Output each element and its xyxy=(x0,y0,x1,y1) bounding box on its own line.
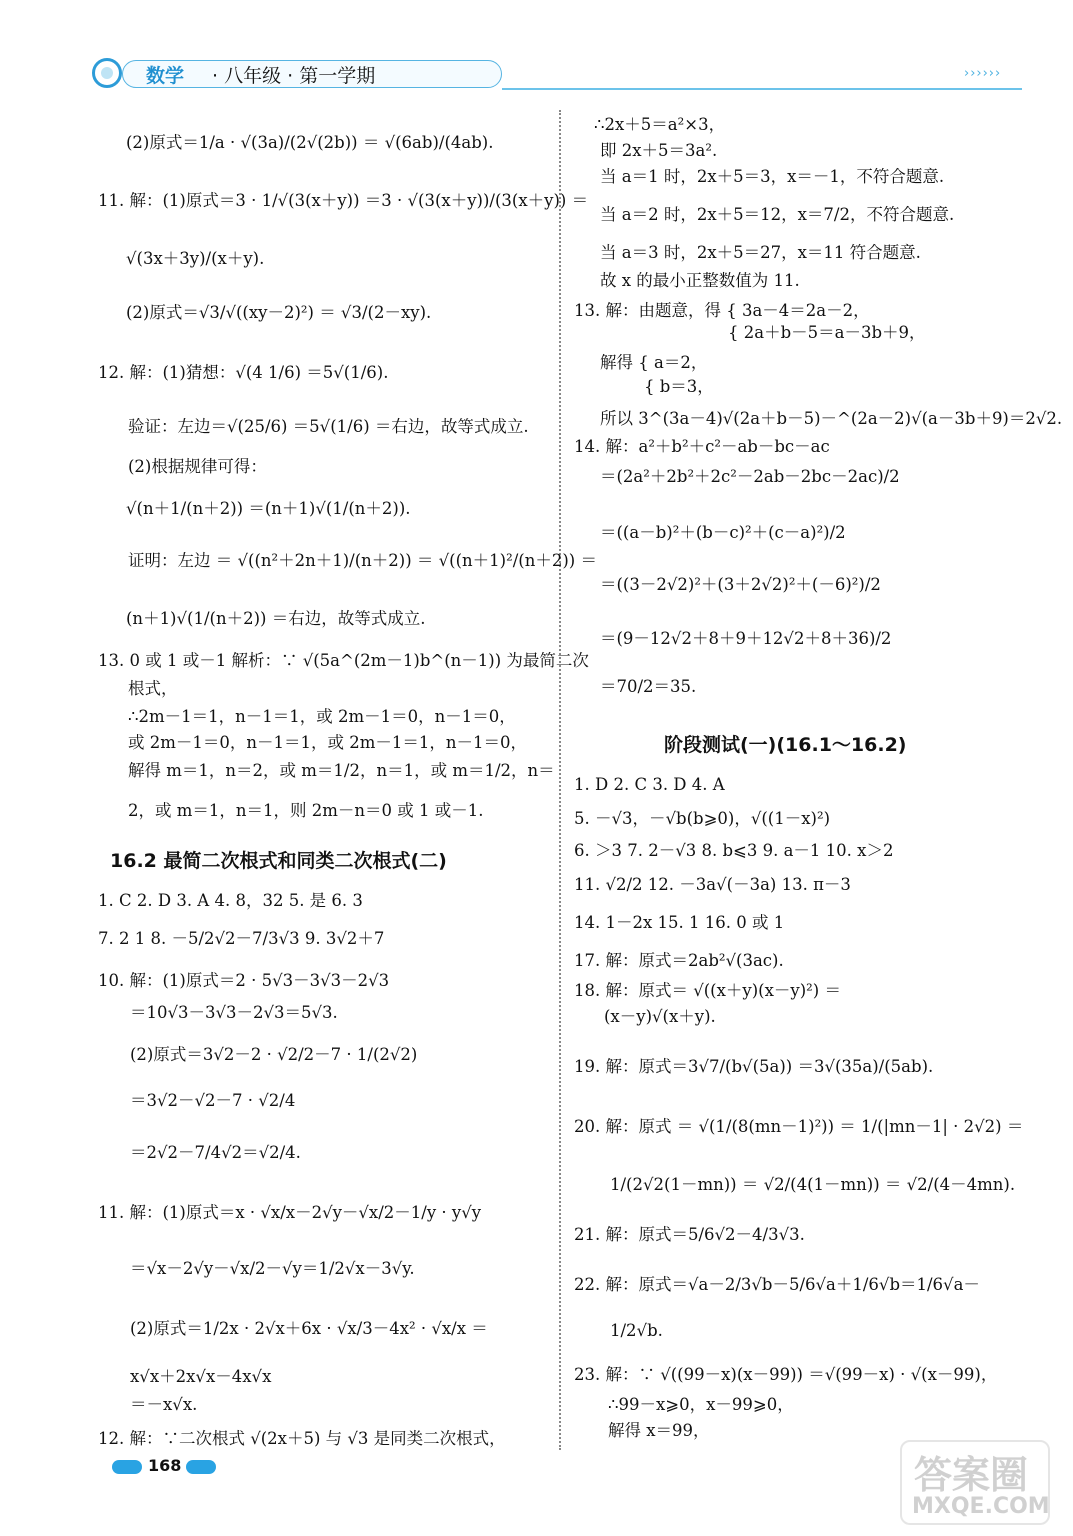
footer-pill-icon xyxy=(186,1460,216,1474)
answer-line: 14. 解：a²＋b²＋c²－ab－bc－ac xyxy=(574,437,830,456)
answer-line: 1. C 2. D 3. A 4. 8，32 5. 是 6. 3 xyxy=(98,891,363,910)
answer-line: √(n＋1/(n＋2)) ＝(n＋1)√(1/(n＋2)). xyxy=(126,499,411,518)
answer-line: { 2a＋b－5＝a－3b＋9， xyxy=(728,323,926,342)
answer-line: ＝10√3－3√3－2√3＝5√3. xyxy=(130,1003,338,1022)
answer-line: 17. 解：原式＝2ab²√(3ac). xyxy=(574,951,784,970)
answer-line: 7. 2 1 8. －5/2√2－7/3√3 9. 3√2＋7 xyxy=(98,929,385,948)
answer-line: 所以 3^(3a－4)√(2a＋b－5)－^(2a－2)√(a－3b＋9)＝2√2. xyxy=(600,409,1063,428)
answer-line: (2)原式＝1/2x · 2√x＋6x · √x/3－4x² · √x/x ＝ xyxy=(130,1319,488,1338)
answer-line: { b＝3， xyxy=(644,377,714,396)
column-divider xyxy=(559,110,561,1450)
answer-line: ∴2m－1＝1，n－1＝1，或 2m－1＝0，n－1＝0， xyxy=(128,707,516,726)
answer-line: 13. 解：由题意，得 { 3a－4＝2a－2， xyxy=(574,301,870,320)
answer-line: (x－y)√(x＋y). xyxy=(604,1007,716,1026)
answer-line: (n＋1)√(1/(n＋2)) ＝右边，故等式成立. xyxy=(126,609,426,628)
answer-line: ＝((a－b)²＋(b－c)²＋(c－a)²)/2 xyxy=(600,523,846,542)
answer-line: 当 a＝1 时，2x＋5＝3，x＝－1，不符合题意. xyxy=(600,167,945,186)
answer-line: 12. 解：(1)猜想：√(4 1/6) ＝5√(1/6). xyxy=(98,363,389,382)
answer-line: ＝√x－2√y－√x/2－√y＝1/2√x－3√y. xyxy=(130,1259,415,1278)
answer-line: 12. 解：∵二次根式 √(2x＋5) 与 √3 是同类二次根式， xyxy=(98,1429,506,1448)
answer-line: 1/2√b. xyxy=(610,1321,663,1340)
watermark-url: MXQE.COM xyxy=(912,1494,1050,1519)
answer-line: 11. 解：(1)原式＝x · √x/x－2√y－√x/2－1/y · y√y xyxy=(98,1203,482,1222)
answer-line: 18. 解：原式＝ √((x＋y)(x－y)²) ＝ xyxy=(574,981,841,1000)
answer-line: ∴99－x⩾0，x－99⩾0， xyxy=(608,1395,794,1414)
answer-line: 当 a＝2 时，2x＋5＝12，x＝7/2，不符合题意. xyxy=(600,205,955,224)
page-number: 168 xyxy=(148,1456,182,1475)
section-title: 16.2 最简二次根式和同类二次根式(二) xyxy=(110,850,447,872)
answer-line: 根式， xyxy=(128,679,178,698)
answer-line: ＝(2a²＋2b²＋2c²－2ab－2bc－2ac)/2 xyxy=(600,467,900,486)
answer-line: 13. 0 或 1 或－1 解析：∵ √(5a^(2m－1)b^(n－1)) 为最简二次 xyxy=(98,651,589,670)
answer-line: 22. 解：原式＝√a－2/3√b－5/6√a＋1/6√b＝1/6√a－ xyxy=(574,1275,980,1294)
answer-line: 故 x 的最小正整数值为 11. xyxy=(600,271,800,290)
section-title: 阶段测试(一)(16.1～16.2) xyxy=(664,734,907,756)
header-arrows-icon: ›››››› xyxy=(964,66,1002,81)
answer-line: 解得 m＝1，n＝2，或 m＝1/2，n＝1，或 m＝1/2，n＝ xyxy=(128,761,555,780)
answer-line: 5. －√3，－√b(b⩾0)，√((1－x)²) xyxy=(574,809,831,828)
answer-line: (2)根据规律可得： xyxy=(128,457,267,476)
answer-line: 14. 1－2x 15. 1 16. 0 或 1 xyxy=(574,913,785,932)
answer-line: 20. 解：原式 ＝ √(1/(8(mn－1)²)) ＝ 1/(|mn－1| · 2√2) ＝ xyxy=(574,1117,1024,1136)
answer-line: ＝(9－12√2＋8＋9＋12√2＋8＋36)/2 xyxy=(600,629,892,648)
header-rule xyxy=(502,88,1022,90)
answer-line: 10. 解：(1)原式＝2 · 5√3－3√3－2√3 xyxy=(98,971,390,990)
answer-line: 当 a＝3 时，2x＋5＝27，x＝11 符合题意. xyxy=(600,243,921,262)
answer-line: (2)原式＝3√2－2 · √2/2－7 · 1/(2√2) xyxy=(130,1045,418,1064)
answer-line: ＝3√2－√2－7 · √2/4 xyxy=(130,1091,296,1110)
footer-pill-icon xyxy=(112,1460,142,1474)
answer-line: 解得 { a＝2， xyxy=(600,353,708,372)
answer-line: √(3x＋3y)/(x＋y). xyxy=(126,249,265,268)
answer-line: 6. ＞3 7. 2－√3 8. b⩽3 9. a－1 10. x＞2 xyxy=(574,841,894,860)
answer-line: ＝70/2＝35. xyxy=(600,677,697,696)
watermark xyxy=(900,1440,1050,1525)
answer-line: (2)原式＝√3/√((xy－2)²) ＝ √3/(2－xy). xyxy=(126,303,432,322)
answer-line: 11. 解：(1)原式＝3 · 1/√(3(x＋y)) ＝3 · √(3(x＋y))/(3(x＋y)) ＝ xyxy=(98,191,589,210)
answer-line: (2)原式＝1/a · √(3a)/(2√(2b)) ＝ √(6ab)/(4ab). xyxy=(126,133,494,152)
answer-line: 19. 解：原式＝3√7/(b√(5a)) ＝3√(35a)/(5ab). xyxy=(574,1057,934,1076)
answer-line: 1/(2√2(1－mn)) ＝ √2/(4(1－mn)) ＝ √2/(4－4mn). xyxy=(610,1175,1016,1194)
header-title: · 八年级 · 第一学期 xyxy=(212,65,376,87)
answer-line: 11. √2/2 12. －3a√(－3a) 13. π－3 xyxy=(574,875,851,894)
answer-line: 21. 解：原式＝5/6√2－4/3√3. xyxy=(574,1225,805,1244)
answer-line: 23. 解：∵ √((99－x)(x－99)) ＝√(99－x) · √(x－99)， xyxy=(574,1365,998,1384)
answer-line: 2，或 m＝1，n＝1，则 2m－n＝0 或 1 或－1. xyxy=(128,801,484,820)
answer-line: 或 2m－1＝0，n－1＝1，或 2m－1＝1，n－1＝0， xyxy=(128,733,528,752)
answer-line: ＝－x√x. xyxy=(130,1395,198,1414)
answer-line: 证明：左边 ＝ √((n²＋2n＋1)/(n＋2)) ＝ √((n＋1)²/(n＋2)) ＝ xyxy=(128,551,597,570)
answer-line: ＝2√2－7/4√2＝√2/4. xyxy=(130,1143,301,1162)
answer-line: 验证：左边＝√(25/6) ＝5√(1/6) ＝右边，故等式成立. xyxy=(128,417,529,436)
page-header xyxy=(92,54,1022,94)
answer-line: 即 2x＋5＝3a². xyxy=(600,141,718,160)
answer-line: 1. D 2. C 3. D 4. A xyxy=(574,775,725,794)
answer-line: x√x＋2x√x－4x√x xyxy=(130,1367,272,1386)
magnifier-logo-icon xyxy=(92,58,122,88)
answer-line: 解得 x＝99， xyxy=(608,1421,710,1440)
watermark-text: 答案圈 xyxy=(914,1453,1029,1497)
header-subject: 数学 xyxy=(146,65,185,87)
answer-line: ∴2x＋5＝a²×3， xyxy=(594,115,726,134)
answer-line: ＝((3－2√2)²＋(3＋2√2)²＋(－6)²)/2 xyxy=(600,575,881,594)
page-footer xyxy=(112,1454,222,1480)
